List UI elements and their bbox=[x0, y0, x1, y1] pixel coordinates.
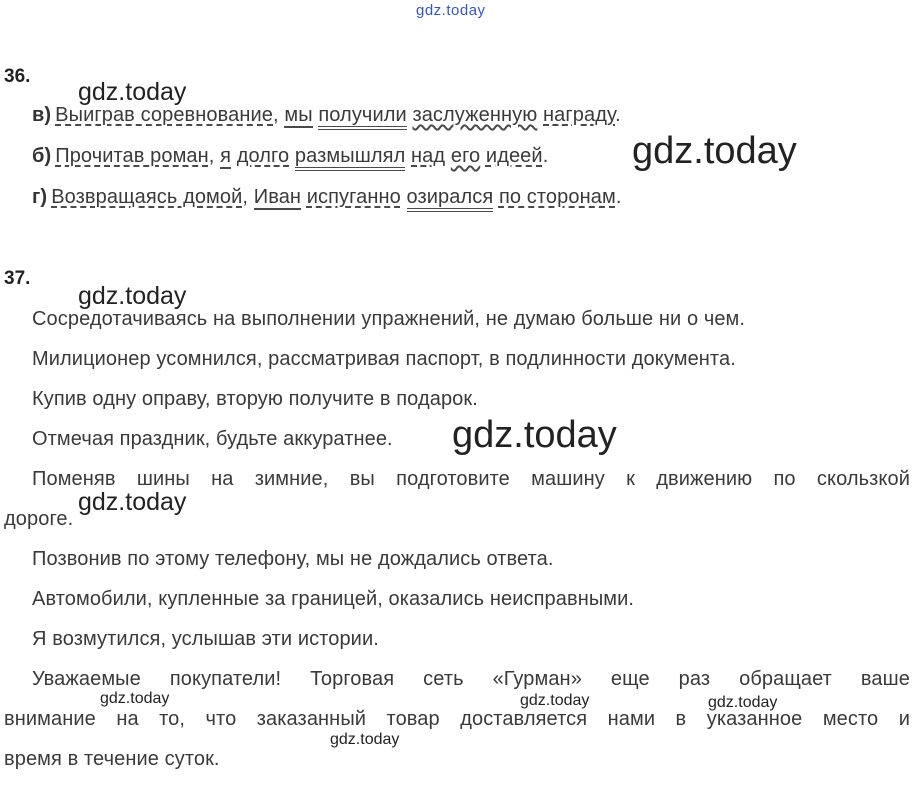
exercise-37-line-6: дороге. bbox=[4, 508, 74, 530]
adverbial-place: по сторонам bbox=[498, 186, 616, 208]
attribute: его bbox=[450, 145, 481, 167]
watermark: gdz.today bbox=[78, 488, 187, 516]
exercise-37-line-8: Автомобили, купленные за границей, оказались неисправными. bbox=[32, 588, 635, 610]
item-label: б) bbox=[32, 145, 52, 167]
predicate: озирался bbox=[407, 186, 494, 212]
exercise-37-line-5: Поменяв шины на зимние, вы подготовите машину к движению по скользкой bbox=[32, 468, 910, 490]
exercise-37-line-11: внимание на то, что заказанный товар доставляется нами в указанное место и bbox=[4, 708, 910, 730]
attribute: заслуженную bbox=[412, 104, 538, 126]
watermark: gdz.today bbox=[78, 282, 187, 310]
punct: . bbox=[615, 104, 621, 126]
subject: Иван bbox=[253, 186, 302, 208]
predicate: размышлял bbox=[295, 145, 405, 171]
punct: , bbox=[273, 104, 285, 126]
subject: мы bbox=[284, 104, 313, 126]
exercise-36-number: 36. bbox=[4, 66, 31, 87]
exercise-37-line-2: Милиционер усомнился, рассматривая паспорт, в подлинности документа. bbox=[32, 348, 736, 370]
punct: , bbox=[208, 145, 221, 167]
subject: я bbox=[220, 145, 232, 167]
participle-phrase: Возвращаясь домой bbox=[51, 186, 243, 208]
adverbial: долго bbox=[236, 145, 290, 167]
adverbial: испуганно bbox=[306, 186, 401, 208]
object-prep: над bbox=[411, 145, 446, 167]
space bbox=[401, 186, 407, 208]
exercise-37-line-10: Уважаемые покупатели! Торговая сеть «Гурман» еще раз обращает ваше bbox=[32, 668, 910, 690]
exercise-37-number: 37. bbox=[4, 268, 31, 289]
exercise-36-item-b bbox=[32, 145, 548, 168]
watermark: gdz.today bbox=[520, 692, 590, 709]
watermark: gdz.today bbox=[330, 731, 400, 748]
exercise-37-line-7: Позвонив по этому телефону, мы не дождались ответа. bbox=[32, 548, 554, 570]
item-label: в) bbox=[32, 104, 52, 126]
punct: . bbox=[615, 186, 622, 208]
watermark-top: gdz.today bbox=[416, 2, 486, 19]
exercise-37-line-12: время в течение суток. bbox=[4, 748, 220, 770]
watermark: gdz.today bbox=[452, 414, 617, 456]
watermark: gdz.today bbox=[100, 690, 170, 707]
exercise-37-line-4: Отмечая праздник, будьте аккуратнее. bbox=[32, 428, 393, 450]
watermark: gdz.today bbox=[632, 130, 797, 172]
predicate: получили bbox=[318, 104, 406, 130]
exercise-37-line-9: Я возмутился, услышав эти истории. bbox=[32, 628, 379, 650]
exercise-36-item-v bbox=[32, 104, 621, 127]
watermark: gdz.today bbox=[708, 694, 778, 711]
exercise-37-line-1: Сосредотачиваясь на выполнении упражнений, не думаю больше ни о чем. bbox=[32, 308, 746, 330]
object: награду bbox=[543, 104, 616, 126]
object: идеей bbox=[485, 145, 543, 167]
punct: . bbox=[542, 145, 549, 167]
watermark: gdz.today bbox=[78, 78, 187, 106]
punct: , bbox=[242, 186, 254, 208]
exercise-37-line-3: Купив одну оправу, вторую получите в подарок. bbox=[32, 388, 478, 410]
exercise-36-item-g bbox=[32, 186, 622, 209]
item-label: г) bbox=[32, 186, 48, 208]
participle-phrase: Выиграв соревнование bbox=[55, 104, 274, 126]
participle-phrase: Прочитав роман bbox=[55, 145, 209, 167]
